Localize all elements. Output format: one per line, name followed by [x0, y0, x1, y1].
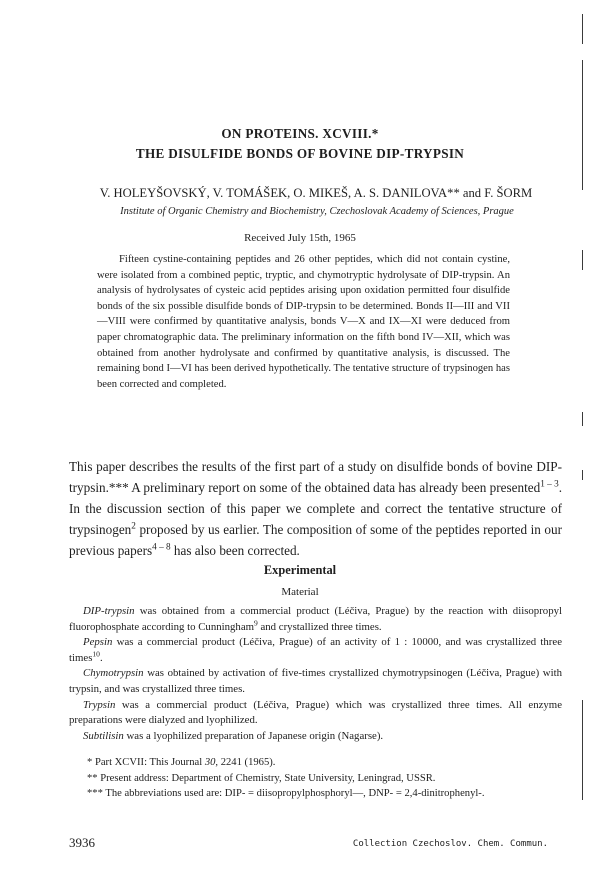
intro-text: proposed by us earlier. The composition of some of the peptides reported in our previous papers — [69, 522, 562, 558]
section-heading-experimental: Experimental — [263, 563, 337, 577]
footnote: ** Present address: Department of Chemistry, State University, Leningrad, USSR. — [87, 772, 436, 784]
material-text: . — [99, 651, 103, 664]
material-text: was a lyophilized preparation of Japanese origin (Nagarse). — [123, 729, 384, 742]
material-text: was a commercial product (Léčiva, Prague) of an activity of 1 : 10000, and was crystallized three times — [69, 636, 562, 664]
author-text: and F. Š — [459, 186, 504, 200]
material-name: Pepsin — [83, 636, 113, 649]
subsection-heading-material: Material — [281, 586, 319, 598]
material-text: was obtained by activation of five-times crystallized chymotrypsinogen (Léčiva, Prague) with trypsin, and was crystallized three times. — [69, 667, 562, 695]
footnote-mark: ** — [447, 186, 460, 200]
abstract: Fifteen cystine-containing peptides and 26 other peptides, which did not contain cystine, were isolated from a combined peptic, tryptic, and chymotryptic hydrolysate of DIP-trypsin. An analysis of hydrolysates of cysteic acid peptides arising upon oxidation permitted four disulfide bonds of the six possible disulfide bonds of DIP-trypsin to be determined. Bonds II—III and VII—VIII were confirmed by quantitative analysis, bonds V—X and IX—XI were deduced from paper chromatographic data. The preliminary information on the fifth bond IV—XII, which was obtained from another hydrolysate and confirmed by quantitative analysis, is discussed. The remaining bond I—VI has been derived hypothetically. The tentative structure of trypsinogen has been corrected and completed. — [97, 254, 510, 390]
scan-edge-line — [582, 60, 583, 190]
intro-text: has also been corrected. — [170, 543, 300, 558]
author-text: ANILOVA — [391, 186, 448, 200]
scan-edge-line — [582, 412, 583, 426]
footnote-volume: 30 — [204, 757, 216, 768]
material-section — [69, 604, 562, 744]
material-text: was a commercial product (Léčiva, Prague) which was crystallized three times. All enzyme preparations were dialyzed and lyophilized. — [69, 698, 562, 727]
footnotes — [69, 755, 562, 802]
scan-edge-line — [582, 14, 583, 44]
author-text: , A. S. D — [348, 186, 392, 200]
material-text: and crystallized three times. — [257, 620, 382, 633]
footnote-mark: * — [87, 757, 93, 768]
material-item — [69, 698, 562, 729]
journal-name: Collection Czechoslov. Chem. Commun. — [352, 839, 548, 849]
reference-mark: 1 – 3 — [540, 478, 559, 489]
author-list — [66, 186, 566, 201]
material-item — [69, 635, 562, 666]
author-text: V. H — [99, 186, 123, 200]
scan-edge-line — [582, 250, 583, 270]
author-text: ORM — [503, 186, 533, 200]
intro-paragraph — [69, 456, 562, 561]
footnote-text: , 2241 (1965). — [215, 757, 276, 768]
footnote: *** The abbreviations used are: DIP- = diisopropylphosphoryl—, DNP- = 2,4-dinitrophenyl-. — [87, 788, 485, 800]
reference-mark: 9 — [254, 618, 258, 627]
author-text: , O. M — [287, 186, 320, 200]
paper-title-line-2: THE DISULFIDE BONDS OF BOVINE DIP-TRYPSIN — [135, 146, 465, 161]
material-item — [69, 666, 562, 697]
material-item — [69, 729, 562, 745]
author-text: OMÁŠEK — [233, 186, 288, 200]
scan-edge-line — [582, 470, 583, 480]
paper-title-line-1: ON PROTEINS. XCVIII.* — [221, 126, 379, 141]
author-text: , V. T — [206, 186, 234, 200]
footnote-text: Part XCVII: This Journal — [92, 757, 205, 768]
material-text: was obtained from a commercial product (Léčiva, Prague) by the reaction with diisopropyl fluorophosphate according to Cunningham — [69, 605, 562, 633]
page-number: 3936 — [69, 835, 95, 850]
material-name: Subtilisin — [83, 729, 124, 742]
received-date: Received July 15th, 1965 — [244, 232, 356, 244]
author-text: IKEŠ — [320, 186, 348, 200]
footnote — [69, 755, 562, 771]
institute-affiliation: Institute of Organic Chemistry and Biochemistry, Czechoslovak Academy of Sciences, Prague — [120, 206, 514, 217]
material-name: DIP-trypsin — [83, 605, 135, 617]
reference-mark: 4 – 8 — [152, 541, 171, 552]
material-name: Chymotrypsin — [83, 667, 144, 680]
intro-text: This paper describes the results of the first part of a study on disulfide bonds of bovine DIP-trypsin.*** A preliminary report on some of the obtained data has already been presented — [69, 459, 562, 495]
intro-text: . In the discussion section of this paper we complete and correct the tentative structure of trypsinogen — [69, 480, 562, 537]
material-item — [69, 604, 562, 635]
reference-mark: 10 — [92, 649, 100, 659]
material-name: Trypsin — [83, 698, 116, 711]
author-text: OLEYŠOVSKÝ — [122, 186, 207, 200]
scan-edge-line — [582, 700, 583, 800]
reference-mark: 2 — [131, 520, 136, 531]
